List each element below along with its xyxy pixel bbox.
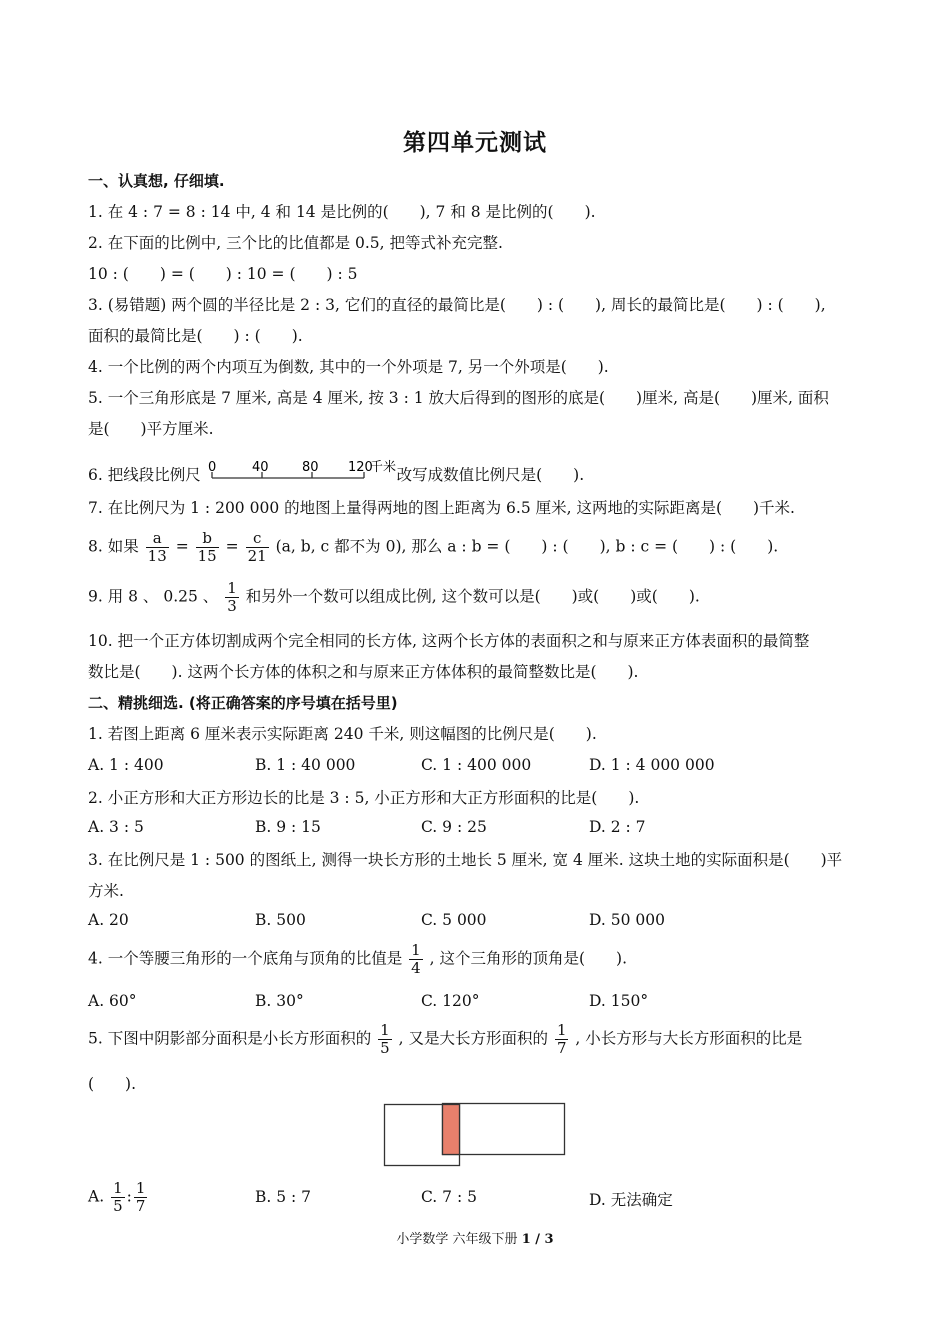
- s2-q5-suffix: , 小长方形与大长方形面积的比是: [575, 1029, 803, 1048]
- ratio-colon: :: [126, 1187, 132, 1206]
- s2-q1-option-c: C. 1 : 400 000: [421, 756, 532, 774]
- s1-q3-line2: 面积的最简比是( ) : ( ).: [88, 327, 303, 345]
- s2-q5-line2: ( ).: [88, 1075, 137, 1093]
- scale-label-40: 40: [251, 460, 269, 475]
- scale-label-120: 120: [347, 460, 373, 475]
- s1-q5-line2: 是( )平方厘米.: [88, 420, 214, 438]
- s1-q4: 4. 一个比例的两个内项互为倒数, 其中的一个外项是 7, 另一个外项是( ).: [88, 358, 609, 376]
- s2-q5-middle: , 又是大长方形面积的: [398, 1029, 548, 1048]
- s2-q4-option-a: A. 60°: [88, 992, 137, 1010]
- scale-unit: 千米: [369, 460, 396, 475]
- fraction-1-7: $\frac{1}{7}$: [556, 1021, 567, 1057]
- s2-q5-option-d: D. 无法确定: [589, 1191, 673, 1209]
- s1-q10-line1: 10. 把一个正方体切割成两个完全相同的长方体, 这两个长方体的表面积之和与原来正方体表面积的最简整: [88, 632, 810, 650]
- s1-q1: 1. 在 4 : 7 = 8 : 14 中, 4 和 14 是比例的( ), 7 和 8 是比例的( ).: [88, 203, 596, 221]
- s1-q2: 2. 在下面的比例中, 三个比的比值都是 0.5, 把等式补充完整.: [88, 234, 503, 252]
- fraction-1-5: $\frac{1}{5}$: [380, 1021, 390, 1057]
- s2-q4-suffix: , 这个三角形的顶角是( ).: [429, 949, 628, 968]
- s2-q3-option-c: C. 5 000: [421, 911, 487, 929]
- equals-sign: =: [225, 537, 239, 556]
- footer-text: 小学数学 六年级下册: [396, 1232, 518, 1247]
- s2-q4-prefix: 4. 一个等腰三角形的一个底角与顶角的比值是: [88, 949, 403, 968]
- s2-q4: [88, 942, 878, 977]
- s2-q3-line2: 方米.: [88, 882, 124, 900]
- s2-q1: 1. 若图上距离 6 厘米表示实际距离 240 千米, 则这幅图的比例尺是( ).: [88, 725, 597, 743]
- s1-q9-suffix: 和另外一个数可以组成比例, 这个数可以是( )或( )或( ).: [245, 587, 700, 606]
- s2-q5-option-c: C. 7 : 5: [421, 1188, 477, 1206]
- s1-q9: [88, 580, 878, 615]
- s2-q2-option-d: D. 2 : 7: [589, 818, 646, 836]
- line-scale-figure: [206, 460, 396, 486]
- s2-q3-option-b: B. 500: [255, 911, 306, 929]
- s1-q3-line1: 3. (易错题) 两个圆的半径比是 2 : 3, 它们的直径的最简比是( ) : ( ), 周长的最简比是( ) : ( ),: [88, 296, 826, 314]
- s1-q6-suffix: 改写成数值比例尺是( ).: [396, 466, 585, 484]
- s1-q8-suffix: (a, b, c 都不为 0), 那么 a : b = ( ) : ( ), b : c = ( ) : ( ).: [275, 537, 779, 556]
- s2-q5-option-b: B. 5 : 7: [255, 1188, 312, 1206]
- s2-q3-option-a: A. 20: [88, 911, 129, 929]
- fraction-1-3: $\frac{1}{3}$: [227, 579, 237, 615]
- page-title: 第四单元测试: [403, 130, 547, 156]
- section2-heading: 二、精挑细选. (将正确答案的序号填在括号里): [88, 694, 398, 712]
- s1-q9-prefix: 9. 用 8 、 0.25 、: [88, 587, 219, 606]
- fraction-b-15: $\frac{b}{15}$: [197, 529, 217, 565]
- fraction-1-5: $\frac{1}{5}$: [113, 1179, 123, 1215]
- s1-q10-line2: 数比是( ). 这两个长方体的体积之和与原来正方体体积的最简整数比是( ).: [88, 663, 639, 681]
- section1-heading: 一、认真想, 仔细填.: [88, 172, 225, 190]
- s2-q4-option-c: C. 120°: [421, 992, 480, 1010]
- s1-q7: 7. 在比例尺为 1 : 200 000 的地图上量得两地的图上距离为 6.5 厘米, 这两地的实际距离是( )千米.: [88, 499, 795, 517]
- shaded-overlap: [443, 1105, 460, 1155]
- s2-q5-prefix: 5. 下图中阴影部分面积是小长方形面积的: [88, 1029, 372, 1048]
- s2-q5: [88, 1022, 878, 1057]
- overlapping-rectangles-figure: [382, 1101, 568, 1167]
- s1-q2-equation: 10 : ( ) = ( ) : 10 = ( ) : 5: [88, 265, 358, 283]
- s2-q5-option-a: [88, 1180, 149, 1215]
- page-number: 1 / 3: [521, 1232, 554, 1247]
- s2-q2: 2. 小正方形和大正方形边长的比是 3 : 5, 小正方形和大正方形面积的比是( ).: [88, 789, 640, 807]
- fraction-a-13: $\frac{a}{13}$: [147, 529, 167, 565]
- s2-q4-option-b: B. 30°: [255, 992, 304, 1010]
- s2-q1-option-d: D. 1 : 4 000 000: [589, 756, 715, 774]
- s1-q5-line1: 5. 一个三角形底是 7 厘米, 高是 4 厘米, 按 3 : 1 放大后得到的图形的底是( )厘米, 高是( )厘米, 面积: [88, 389, 829, 407]
- scale-label-80: 80: [301, 460, 319, 475]
- option-a-label: A.: [88, 1187, 105, 1206]
- s1-q6: [88, 460, 878, 486]
- s1-q8-prefix: 8. 如果: [88, 537, 139, 556]
- s2-q2-option-b: B. 9 : 15: [255, 818, 321, 836]
- s1-q6-prefix: 6. 把线段比例尺: [88, 466, 201, 484]
- s2-q1-option-a: A. 1 : 400: [88, 756, 164, 774]
- s1-q8: [88, 530, 878, 565]
- s2-q2-option-c: C. 9 : 25: [421, 818, 487, 836]
- fraction-1-4: $\frac{1}{4}$: [411, 941, 421, 977]
- s2-q3-option-d: D. 50 000: [589, 911, 665, 929]
- page-footer: [0, 1228, 950, 1247]
- equals-sign: =: [175, 537, 189, 556]
- fraction-c-21: $\frac{c}{21}$: [247, 529, 267, 565]
- s2-q2-option-a: A. 3 : 5: [88, 818, 144, 836]
- s2-q3-line1: 3. 在比例尺是 1 : 500 的图纸上, 测得一块长方形的土地长 5 厘米, 宽 4 厘米. 这块土地的实际面积是( )平: [88, 851, 843, 869]
- fraction-1-7: $\frac{1}{7}$: [135, 1179, 146, 1215]
- s2-q1-option-b: B. 1 : 40 000: [255, 756, 356, 774]
- s2-q4-option-d: D. 150°: [589, 992, 649, 1010]
- scale-label-0: 0: [207, 460, 216, 475]
- large-rectangle: [443, 1104, 565, 1155]
